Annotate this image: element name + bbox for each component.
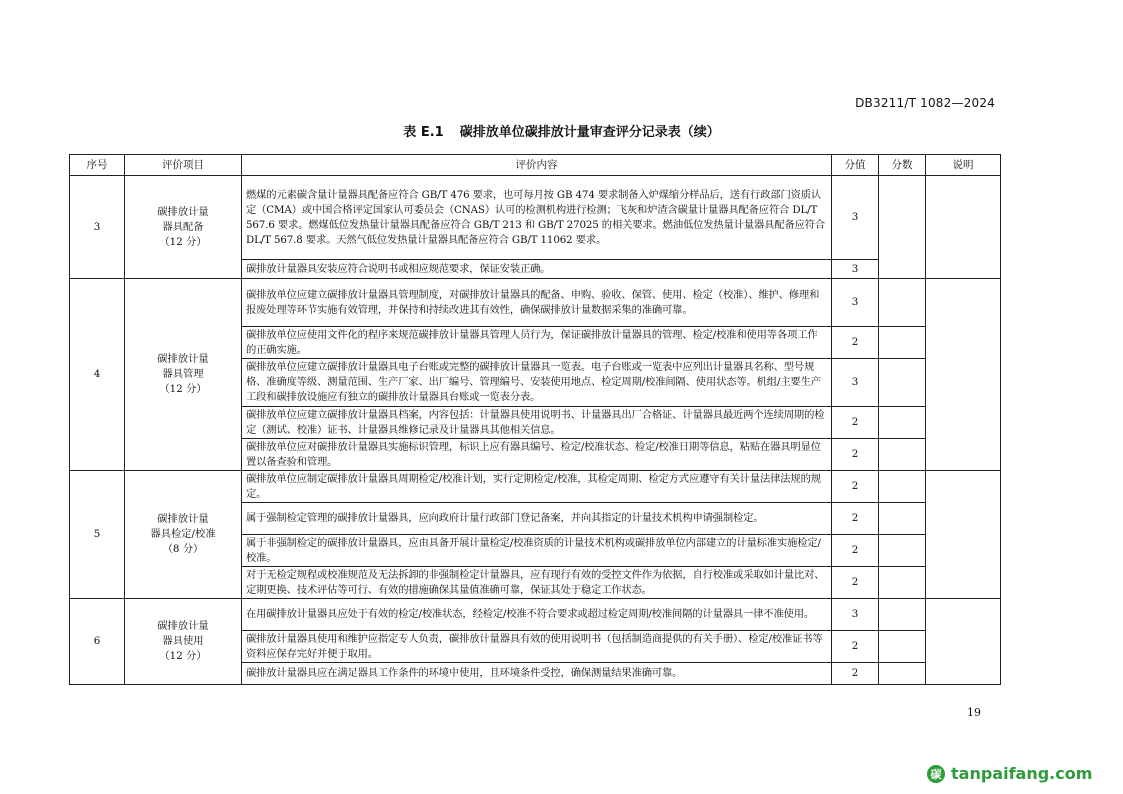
row-points: 3 bbox=[832, 279, 879, 327]
group-item-line: （12 分） bbox=[159, 235, 207, 248]
group-seq: 6 bbox=[70, 599, 125, 685]
watermark-text: tanpaifang.com bbox=[951, 764, 1093, 783]
row-score-cell[interactable] bbox=[879, 663, 926, 685]
row-score-cell[interactable] bbox=[879, 631, 926, 663]
table-row bbox=[70, 599, 1001, 631]
row-points: 2 bbox=[832, 327, 879, 359]
leaf-logo-icon: 碳 bbox=[927, 765, 945, 783]
table-row bbox=[70, 471, 1001, 503]
row-points: 2 bbox=[832, 663, 879, 685]
group-item-line: （8 分） bbox=[162, 543, 204, 555]
row-score-cell[interactable] bbox=[879, 407, 926, 439]
row-score-cell[interactable] bbox=[879, 471, 926, 503]
group-item-line: 碳排放计量 bbox=[157, 620, 209, 632]
group-item bbox=[125, 176, 242, 279]
row-content: 碳排放单位应建立碳排放计量器具电子台账或完整的碳排放计量器具一览表。电子台账或一览表中应列出计量器具名称、型号规格、准确度等级、测量范围、生产厂家、出厂编号、管理编号、安装使用地点、检定周期/校准间隔、使用状态等。机组/主要生产工段和碳排放设施应有独立的碳排放计量器具台账或一览表分表。 bbox=[242, 359, 832, 407]
group-remarks-cell[interactable] bbox=[926, 279, 1001, 471]
header-score: 分数 bbox=[879, 155, 926, 176]
row-score-cell[interactable] bbox=[879, 535, 926, 567]
table-title-text: 碳排放单位碳排放计量审查评分记录表（续） bbox=[459, 125, 720, 140]
group-score-cell[interactable] bbox=[879, 176, 926, 279]
row-score-cell[interactable] bbox=[879, 599, 926, 631]
group-item-line: （12 分） bbox=[159, 383, 207, 395]
header-seq: 序号 bbox=[70, 155, 125, 176]
group-item-line: （12 分） bbox=[159, 650, 207, 662]
row-content: 属于非强制检定的碳排放计量器具，应由具备开展计量检定/校准资质的计量技术机构或碳排放单位内部建立的计量标准实施检定/校准。 bbox=[242, 535, 832, 567]
row-score-cell[interactable] bbox=[879, 503, 926, 535]
row-content: 碳排放单位应制定碳排放计量器具周期检定/校准计划，实行定期检定/校准，其检定周期、检定方式应遵守有关计量法律法规的规定。 bbox=[242, 471, 832, 503]
group-item bbox=[125, 599, 242, 685]
group-seq: 4 bbox=[70, 279, 125, 471]
group-item-line: 器具使用 bbox=[162, 635, 204, 647]
row-content: 碳排放单位应建立碳排放计量器具管理制度，对碳排放计量器具的配备、申购、验收、保管、使用、检定（校准）、维护、修理和报废处理等环节实施有效管理，并保持和持续改进其有效性，确保碳排放计量数据采集的准确可靠。 bbox=[242, 279, 832, 327]
page-number: 19 bbox=[967, 706, 981, 719]
table-row bbox=[70, 176, 1001, 260]
row-points: 3 bbox=[832, 359, 879, 407]
table-row bbox=[70, 279, 1001, 327]
row-content: 碳排放单位应对碳排放计量器具实施标识管理，标识上应有器具编号、检定/校准状态、检定/校准日期等信息，粘贴在器具明显位置以备查验和管理。 bbox=[242, 439, 832, 471]
row-score-cell[interactable] bbox=[879, 439, 926, 471]
row-points: 2 bbox=[832, 471, 879, 503]
row-points: 2 bbox=[832, 535, 879, 567]
row-points: 3 bbox=[832, 599, 879, 631]
row-content: 对于无检定规程或校准规范及无法拆卸的非强制检定计量器具，应有现行有效的受控文件作为依据，自行校准或采取如计量比对、定期更换、技术评估等可行、有效的措施确保其量值准确可靠，保证其处于稳定工作状态。 bbox=[242, 567, 832, 599]
evaluation-table bbox=[69, 154, 1001, 685]
table-number: 表 E.1 bbox=[403, 125, 444, 140]
row-points: 2 bbox=[832, 631, 879, 663]
group-item-line: 碳排放计量 bbox=[157, 513, 209, 525]
table-header-row bbox=[70, 155, 1001, 176]
group-item-line: 器具检定/校准 bbox=[150, 528, 216, 540]
group-item-line: 碳排放计量 bbox=[157, 353, 209, 365]
row-points: 2 bbox=[832, 503, 879, 535]
row-points: 2 bbox=[832, 439, 879, 471]
group-item bbox=[125, 279, 242, 471]
group-seq: 3 bbox=[70, 176, 125, 279]
group-remarks-cell[interactable] bbox=[926, 599, 1001, 685]
row-content: 在用碳排放计量器具应处于有效的检定/校准状态，经检定/校准不符合要求或超过检定周期/校准间隔的计量器具一律不准使用。 bbox=[242, 599, 832, 631]
row-score-cell[interactable] bbox=[879, 279, 926, 327]
row-content: 碳排放计量器具应在满足器具工作条件的环境中使用，且环境条件受控，确保测量结果准确可靠。 bbox=[242, 663, 832, 685]
row-points: 3 bbox=[832, 176, 879, 260]
header-remarks: 说明 bbox=[926, 155, 1001, 176]
group-remarks-cell[interactable] bbox=[926, 471, 1001, 599]
group-item bbox=[125, 471, 242, 599]
table-title bbox=[0, 121, 1123, 140]
row-content: 燃煤的元素碳含量计量器具配备应符合 GB/T 476 要求，也可每月按 GB 474 要求制备入炉煤缩分样品后，送有行政部门资质认定（CMA）或中国合格评定国家认可委员会（CNAS）认可的检测机构进行检测；飞灰和炉渣含碳量计量器具配备应符合 DL/T 567.6 要求。燃煤低位发热量计量器具配备应符合 GB/T 213 和 GB/T 27025 的相关要求。燃油低位发热量计量器具配备应符合 DL/T 567.8 要求。天然气低位发热量计量器具配备应符合 GB/T 11062 要求。 bbox=[242, 176, 832, 260]
group-item-line: 碳排放计量 bbox=[157, 205, 209, 218]
row-content: 碳排放计量器具使用和维护应指定专人负责，碳排放计量器具有效的使用说明书（包括制造商提供的有关手册）、检定/校准证书等资料应保存完好并便于取用。 bbox=[242, 631, 832, 663]
row-points: 2 bbox=[832, 567, 879, 599]
group-item-line: 器具管理 bbox=[162, 368, 204, 380]
row-content: 碳排放单位应使用文件化的程序来规范碳排放计量器具管理人员行为，保证碳排放计量器具的管理、检定/校准和使用等各项工作的正确实施。 bbox=[242, 327, 832, 359]
row-content: 碳排放单位应建立碳排放计量器具档案，内容包括：计量器具使用说明书、计量器具出厂合格证、计量器具最近两个连续周期的检定（测试、校准）证书、计量器具维修记录及计量器具其他相关信息。 bbox=[242, 407, 832, 439]
row-content: 碳排放计量器具安装应符合说明书或相应规范要求，保证安装正确。 bbox=[242, 260, 832, 279]
row-score-cell[interactable] bbox=[879, 567, 926, 599]
group-item-line: 器具配备 bbox=[162, 220, 204, 233]
watermark bbox=[927, 764, 1092, 783]
group-seq: 5 bbox=[70, 471, 125, 599]
row-points: 3 bbox=[832, 260, 879, 279]
row-points: 2 bbox=[832, 407, 879, 439]
document-code: DB3211/T 1082—2024 bbox=[855, 96, 995, 110]
group-remarks-cell[interactable] bbox=[926, 176, 1001, 279]
header-points: 分值 bbox=[832, 155, 879, 176]
row-score-cell[interactable] bbox=[879, 359, 926, 407]
header-content: 评价内容 bbox=[242, 155, 832, 176]
header-item: 评价项目 bbox=[125, 155, 242, 176]
row-content: 属于强制检定管理的碳排放计量器具，应向政府计量行政部门登记备案，并向其指定的计量技术机构申请强制检定。 bbox=[242, 503, 832, 535]
row-score-cell[interactable] bbox=[879, 327, 926, 359]
